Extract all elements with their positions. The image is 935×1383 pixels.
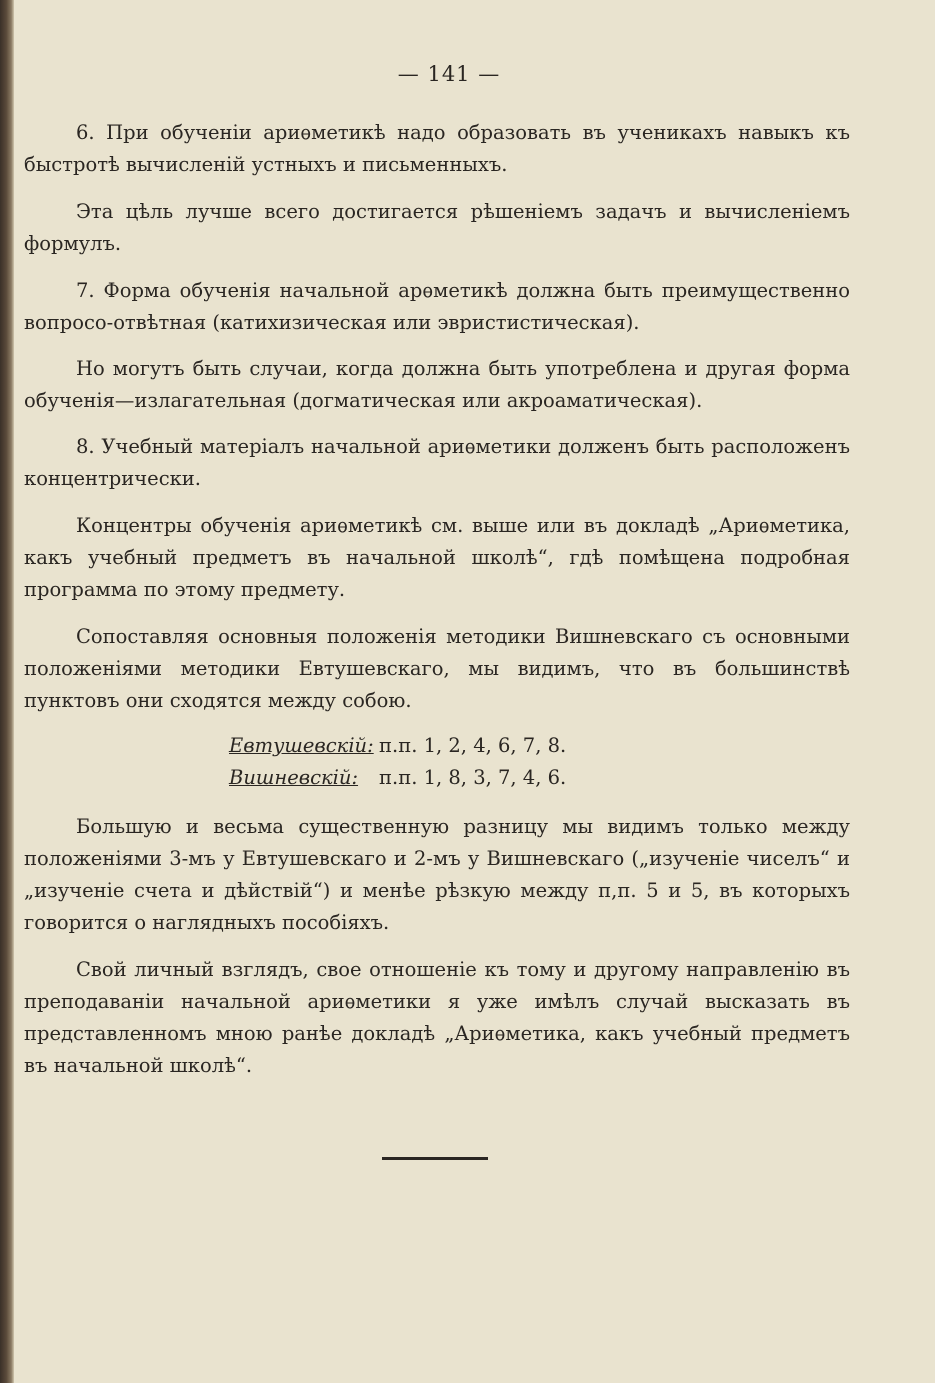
comparison-row-evtushevsky — [229, 731, 566, 761]
author-name: Евтушевскій: — [229, 734, 374, 757]
paragraph-7: 7. Форма обученія начальной арѳметикѣ должна быть преимущественно вопросо-отвѣтная (катихизическая или эвристистическая). — [24, 279, 850, 334]
paragraph-6: 6. При обученіи ариѳметикѣ надо образовать въ ученикахъ навыкъ къ быстротѣ вычисленій устныхъ и письменныхъ. — [24, 121, 850, 176]
paragraph-comparison-intro: Сопоставляя основныя положенія методики Вишневскаго съ основными положеніями методики Евтушевскаго, мы видимъ, что въ большинствѣ пунктовъ они сходятся между собою. — [24, 625, 850, 712]
paragraph-7-note: Но могутъ быть случаи, когда должна быть употреблена и другая форма обученія—излагательная (догматическая или акроаматическая). — [24, 357, 850, 412]
paragraph-differences: Большую и весьма существенную разницу мы видимъ только между положеніями 3-мъ у Евтушевскаго и 2-мъ у Вишневскаго („изученіе чиселъ“ и „изученіе счета и дѣйствій“) и менѣе рѣзкую между п,п. 5 и 5, въ которыхъ говорится о наглядныхъ пособіяхъ. — [24, 815, 850, 934]
point-list: п.п. 1, 8, 3, 7, 4, 6. — [379, 766, 567, 789]
author-name: Вишневскій: — [229, 766, 359, 789]
paragraph-8-note: Концентры обученія ариѳметикѣ см. выше или въ докладѣ „Ариѳметика, какъ учебный предметъ въ начальной школѣ“, гдѣ помѣщена подробная программа по этому предмету. — [24, 514, 850, 601]
book-spine-shadow — [0, 0, 14, 1383]
comparison-row-vishnevsky — [229, 763, 566, 793]
paragraph-conclusion: Свой личный взглядъ, свое отношеніе къ тому и другому направленію въ преподаваніи начальной ариѳметики я уже имѣлъ случай высказать въ представленномъ мною ранѣе докладѣ „Ариѳметика, какъ учебный предметъ въ начальной школѣ“. — [24, 958, 850, 1077]
book-page — [24, 0, 874, 1383]
section-end-rule — [382, 1157, 488, 1160]
page-number: — 141 — — [397, 62, 501, 86]
point-list: п.п. 1, 2, 4, 6, 7, 8. — [379, 734, 567, 757]
paragraph-6-note: Эта цѣль лучше всего достигается рѣшеніемъ задачъ и вычисленіемъ формулъ. — [24, 200, 850, 255]
paragraph-8: 8. Учебный матеріалъ начальной ариѳметики долженъ быть расположенъ концентрически. — [24, 435, 850, 490]
